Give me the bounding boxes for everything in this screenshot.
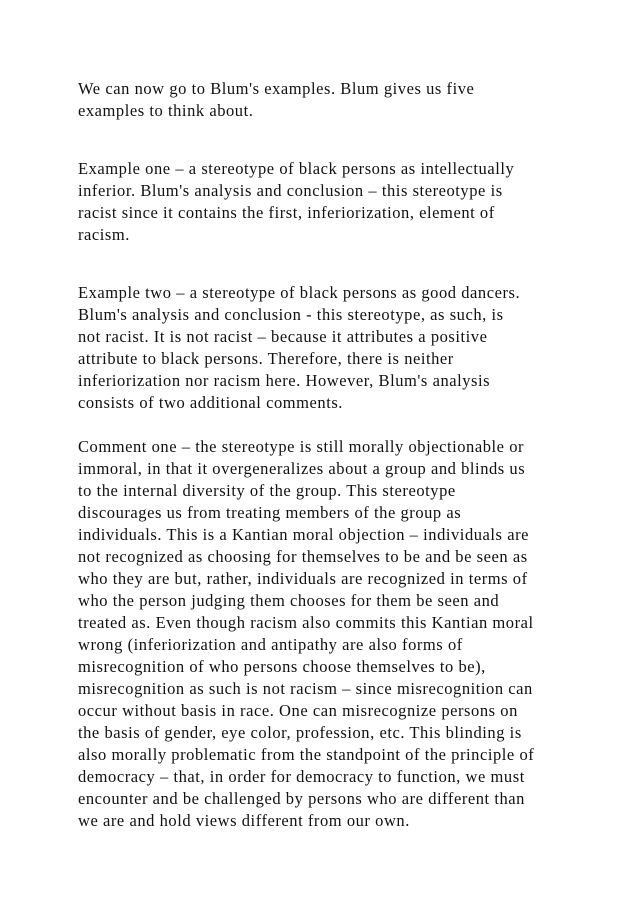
text-line: misrecognition of who persons choose themselves to be), <box>78 657 486 676</box>
text-line: Comment one – the stereotype is still morally objectionable or <box>78 437 525 456</box>
text-line: who the person judging them chooses for them be seen and <box>78 591 500 610</box>
text-line: Example two – a stereotype of black persons as good dancers. <box>78 283 521 302</box>
text-line: democracy – that, in order for democracy to function, we must <box>78 767 525 786</box>
text-line: discourages us from treating members of the group as <box>78 503 462 522</box>
paragraph-example-one <box>78 158 578 246</box>
text-line: Blum's analysis and conclusion - this stereotype, as such, is <box>78 305 504 324</box>
text-line: treated as. Even though racism also commits this Kantian moral <box>78 613 534 632</box>
text-line: inferiorization nor racism here. However, Blum's analysis <box>78 371 491 390</box>
text-line: examples to think about. <box>78 101 254 120</box>
text-line: not racist. It is not racist – because it attributes a positive <box>78 327 488 346</box>
paragraph-example-two <box>78 282 578 414</box>
text-line: not recognized as choosing for themselves to be and be seen as <box>78 547 528 566</box>
text-line: immoral, in that it overgeneralizes about a group and blinds us <box>78 459 526 478</box>
text-line: misrecognition as such is not racism – since misrecognition can <box>78 679 533 698</box>
text-line: consists of two additional comments. <box>78 393 343 412</box>
text-line: the basis of gender, eye color, profession, etc. This blinding is <box>78 723 522 742</box>
text-line: racism. <box>78 225 130 244</box>
text-line: who they are but, rather, individuals are recognized in terms of <box>78 569 528 588</box>
text-line: also morally problematic from the standpoint of the principle of <box>78 745 535 764</box>
text-line: attribute to black persons. Therefore, there is neither <box>78 349 454 368</box>
text-line: to the internal diversity of the group. This stereotype <box>78 481 456 500</box>
text-line: We can now go to Blum's examples. Blum gives us five <box>78 79 475 98</box>
text-line: wrong (inferiorization and antipathy are also forms of <box>78 635 463 654</box>
text-line: encounter and be challenged by persons who are different than <box>78 789 525 808</box>
paragraph-intro <box>78 78 578 122</box>
text-line: inferior. Blum's analysis and conclusion – this stereotype is <box>78 181 503 200</box>
paragraph-comment-one <box>78 436 578 832</box>
text-line: individuals. This is a Kantian moral objection – individuals are <box>78 525 529 544</box>
text-line: Example one – a stereotype of black persons as intellectually <box>78 159 515 178</box>
text-line: racist since it contains the first, inferiorization, element of <box>78 203 495 222</box>
text-line: occur without basis in race. One can misrecognize persons on <box>78 701 518 720</box>
text-line: we are and hold views different from our own. <box>78 811 410 830</box>
